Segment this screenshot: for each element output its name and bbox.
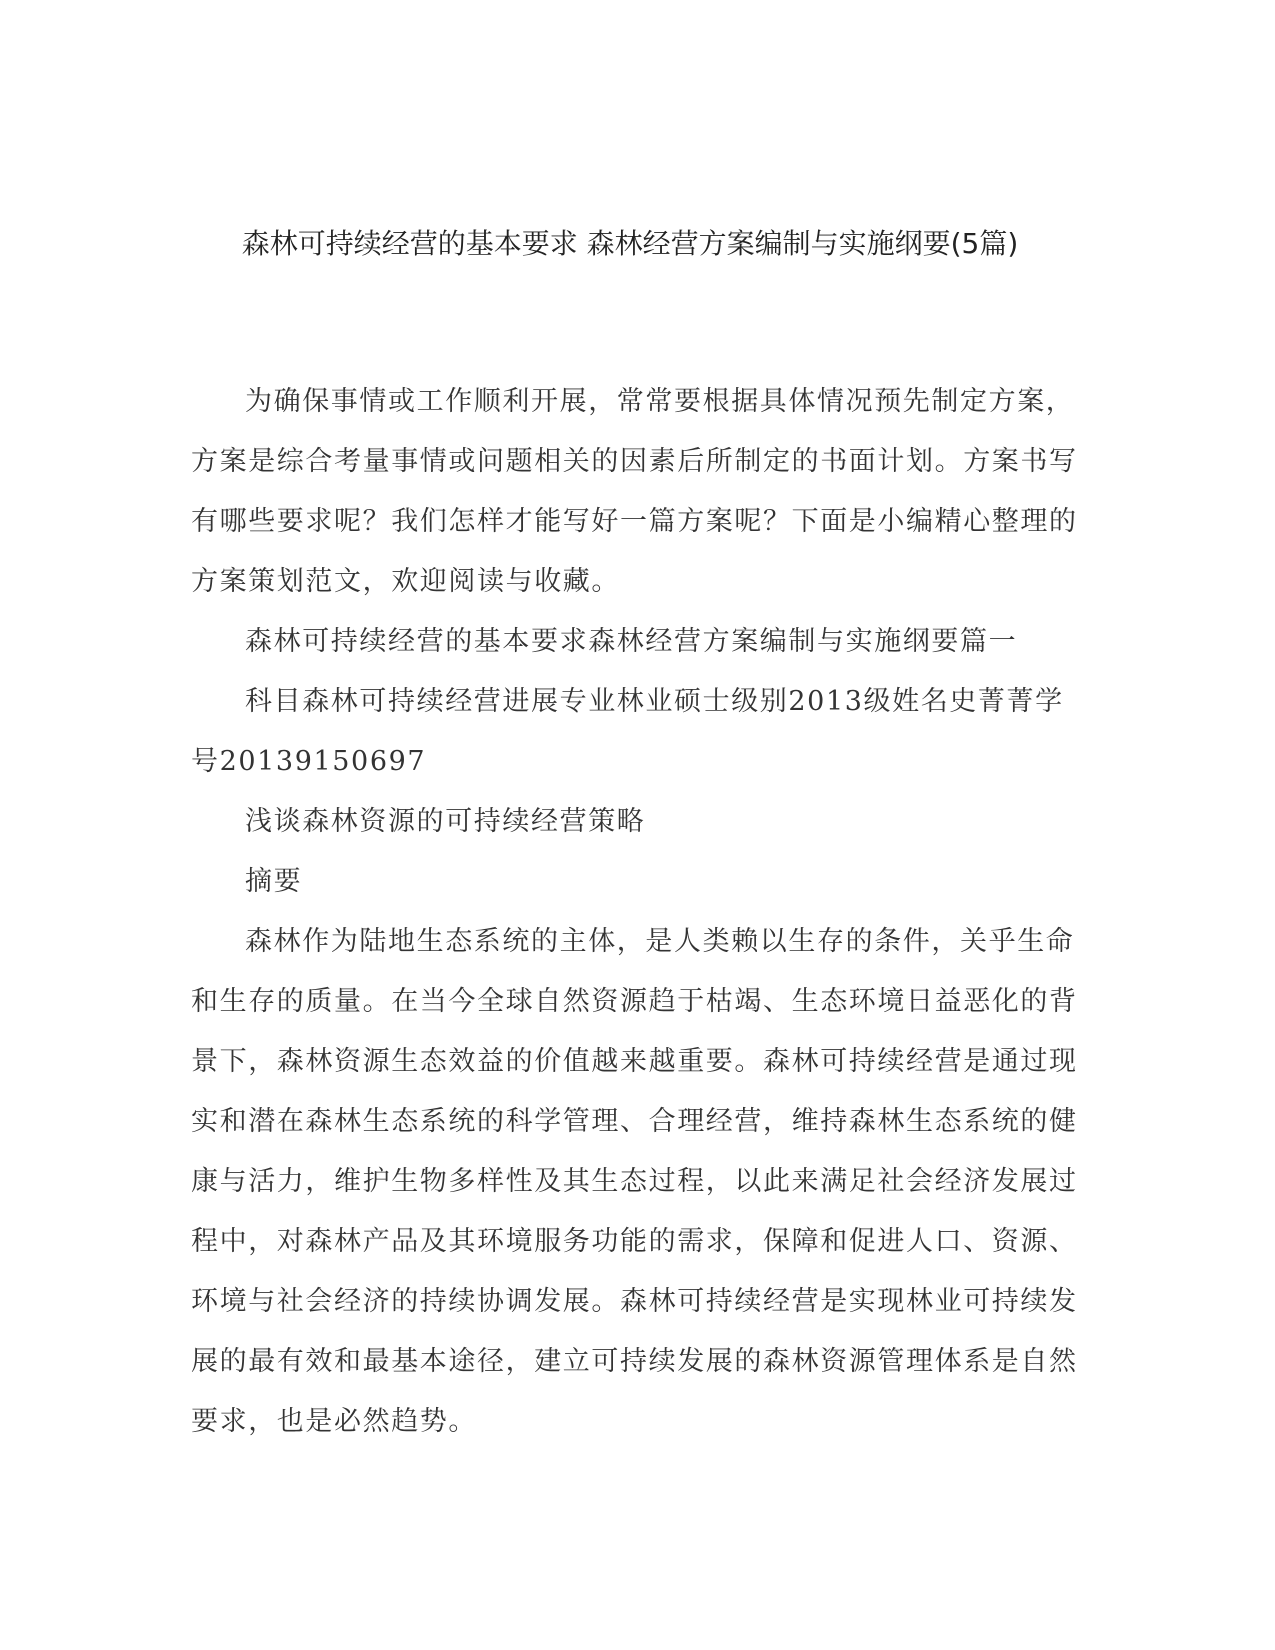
- document-body: [191, 372, 1084, 1452]
- paragraph-section-heading: 森林可持续经营的基本要求森林经营方案编制与实施纲要篇一: [245, 626, 1018, 657]
- paragraph-intro: 为确保事情或工作顺利开展，常常要根据具体情况预先制定方案，方案是综合考量事情或问题相关的因素后所制定的书面计划。方案书写有哪些要求呢？我们怎样才能写好一篇方案呢？下面是小编精心整理的方案策划范文，欢迎阅读与收藏。: [191, 386, 1078, 597]
- paragraph-abstract-heading: 摘要: [245, 866, 303, 897]
- paragraph-abstract: 森林作为陆地生态系统的主体，是人类赖以生存的条件，关乎生命和生存的质量。在当今全球自然资源趋于枯竭、生态环境日益恶化的背景下，森林资源生态效益的价值越来越重要。森林可持续经营是通过现实和潜在森林生态系统的科学管理、合理经营，维持森林生态系统的健康与活力，维护生物多样性及其生态过程，以此来满足社会经济发展过程中，对森林产品及其环境服务功能的需求，保障和促进人口、资源、环境与社会经济的持续协调发展。森林可持续经营是实现林业可持续发展的最有效和最基本途径，建立可持续发展的森林资源管理体系是自然要求，也是必然趋势。: [191, 926, 1078, 1437]
- document-title: 森林可持续经营的基本要求 森林经营方案编制与实施纲要(5篇): [241, 226, 1019, 260]
- paragraph-student-info: 科目森林可持续经营进展专业林业硕士级别2013级姓名史菁菁学号20139150697: [191, 686, 1064, 777]
- paragraph-essay-title: 浅谈森林资源的可持续经营策略: [245, 806, 646, 837]
